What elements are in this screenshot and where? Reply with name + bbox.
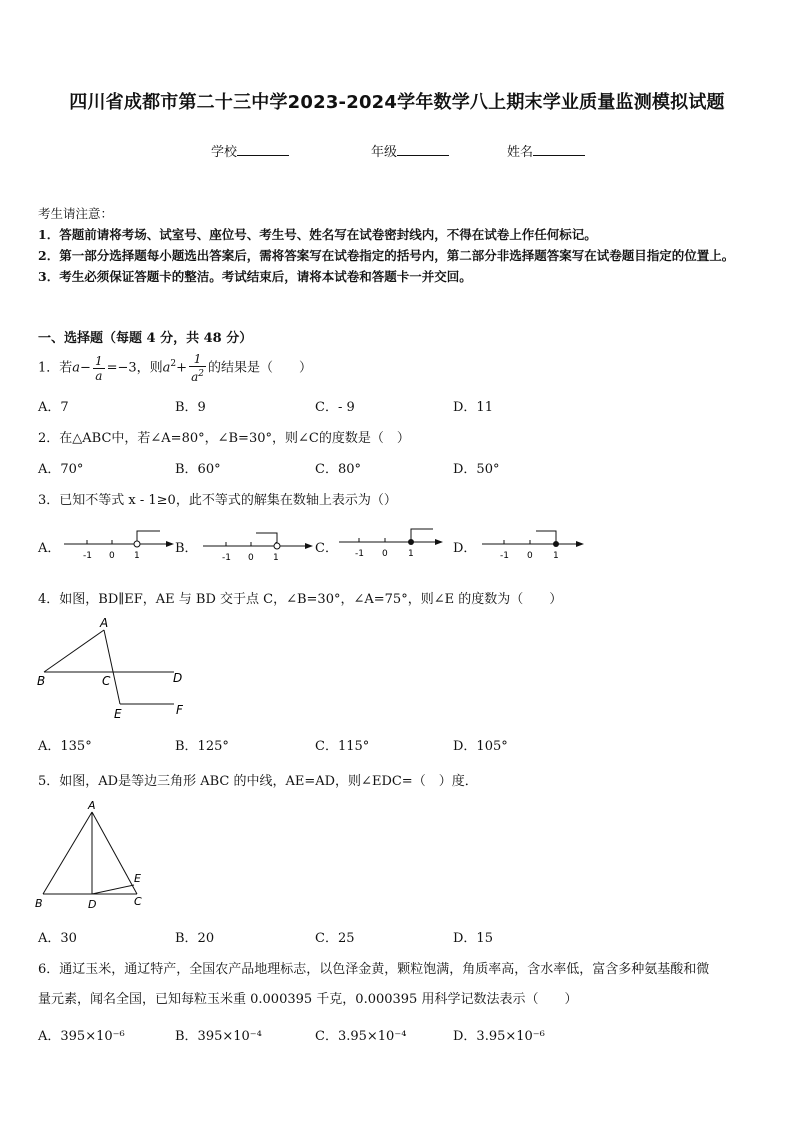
question-5: 5．如图，AD是等边三角形 ABC 的中线，AE=AD，则∠EDC=（ ）度． xyxy=(38,774,478,789)
svg-text:-1: -1 xyxy=(500,551,509,561)
school-label: 学校 xyxy=(211,145,238,160)
fraction: $\frac{1}{a}$ xyxy=(94,353,103,383)
q5-figure xyxy=(32,798,162,914)
option-d[interactable]: D．3.95×10⁻⁶ xyxy=(453,1029,545,1044)
option-b[interactable]: B．125° xyxy=(175,739,229,754)
svg-text:-1: -1 xyxy=(83,551,92,561)
svg-text:0: 0 xyxy=(109,551,115,561)
grade-label: 年级 xyxy=(371,145,398,160)
option-b[interactable]: B． xyxy=(175,541,198,556)
svg-text:1: 1 xyxy=(408,549,414,559)
svg-text:F: F xyxy=(176,703,183,717)
svg-text:0: 0 xyxy=(527,551,533,561)
svg-text:-1: -1 xyxy=(222,553,231,562)
number-line-a xyxy=(62,526,182,562)
svg-text:-1: -1 xyxy=(355,549,364,559)
option-a[interactable]: A．7 xyxy=(38,400,69,415)
page-title: 四川省成都市第二十三中学2023-2024学年数学八上期末学业质量监测模拟试题 xyxy=(69,92,725,113)
school-field[interactable] xyxy=(211,141,289,160)
svg-text:1: 1 xyxy=(553,551,559,561)
option-a[interactable]: A．395×10⁻⁶ xyxy=(38,1029,125,1044)
option-c[interactable]: C．25 xyxy=(315,931,355,946)
option-d[interactable]: D． xyxy=(453,541,477,556)
option-b[interactable]: B．60° xyxy=(175,462,221,477)
svg-text:1: 1 xyxy=(273,553,279,562)
svg-text:D: D xyxy=(88,898,97,911)
svg-text:C: C xyxy=(102,674,111,688)
svg-text:E: E xyxy=(114,707,122,721)
option-d[interactable]: D．50° xyxy=(453,462,500,477)
question-6: 6．通辽玉米，通辽特产，全国农产品地理标志，以色泽金黄，颗粒饱满，角质率高，含水率低，富含多种氨基酸和微 量元素，闻名全国，已知每粒玉米重 0.000395 千克，0.000395 用科学记数法表示（ ） xyxy=(38,962,710,1007)
option-a[interactable]: A．70° xyxy=(38,462,84,477)
school-blank[interactable] xyxy=(237,143,289,156)
notes-heading: 考生请注意： xyxy=(38,206,114,221)
number-line-c xyxy=(337,524,457,560)
option-c[interactable]: C．3.95×10⁻⁴ xyxy=(315,1029,407,1044)
option-d[interactable]: D．105° xyxy=(453,739,508,754)
svg-text:E: E xyxy=(134,872,141,885)
option-c[interactable]: C． xyxy=(315,541,338,556)
note-item: 3．考生必须保证答题卡的整洁。考试结束后，请将本试卷和答题卡一并交回。 xyxy=(38,269,472,284)
fraction: $\frac{1}{a^2}$ xyxy=(191,352,204,384)
option-a[interactable]: A． xyxy=(38,541,61,556)
svg-text:0: 0 xyxy=(248,553,254,562)
option-a[interactable]: A．135° xyxy=(38,739,92,754)
question-1: 1．若a− $\frac{1}{a}$ =−3，则$a^2+$ $\frac{1}{a^2}$ 的结果是（ ） xyxy=(38,352,312,384)
option-b[interactable]: B．395×10⁻⁴ xyxy=(175,1029,262,1044)
number-line-b xyxy=(201,526,321,562)
svg-text:A: A xyxy=(100,616,109,630)
svg-text:C: C xyxy=(134,895,142,908)
grade-blank[interactable] xyxy=(397,143,449,156)
option-a[interactable]: A．30 xyxy=(38,931,77,946)
note-item: 2．第一部分选择题每小题选出答案后，需将答案写在试卷指定的括号内，第二部分非选择题答案写在试卷题目指定的位置上。 xyxy=(38,248,735,263)
option-d[interactable]: D．11 xyxy=(453,400,493,415)
grade-field[interactable] xyxy=(371,141,449,160)
option-c[interactable]: C．- 9 xyxy=(315,400,355,415)
question-2: 2．在△ABC中，若∠A=80°，∠B=30°，则∠C的度数是（ ） xyxy=(38,431,410,446)
option-b[interactable]: B．20 xyxy=(175,931,215,946)
option-c[interactable]: C．115° xyxy=(315,739,370,754)
note-item: 1．答题前请将考场、试室号、座位号、考生号、姓名写在试卷密封线内，不得在试卷上作任何标记。 xyxy=(38,227,597,242)
question-3: 3．已知不等式 x - 1≥0，此不等式的解集在数轴上表示为（） xyxy=(38,493,397,508)
option-b[interactable]: B．9 xyxy=(175,400,206,415)
svg-text:1: 1 xyxy=(134,551,140,561)
option-d[interactable]: D．15 xyxy=(453,931,493,946)
name-label: 姓名 xyxy=(507,145,534,160)
name-field[interactable] xyxy=(507,141,585,160)
svg-text:A: A xyxy=(88,799,96,812)
q4-figure xyxy=(34,612,204,722)
section-heading: 一、选择题（每题 4 分，共 48 分） xyxy=(38,331,253,346)
svg-text:B: B xyxy=(37,674,46,688)
exam-notes xyxy=(38,203,758,287)
number-line-d xyxy=(480,526,592,562)
name-blank[interactable] xyxy=(533,143,585,156)
option-c[interactable]: C．80° xyxy=(315,462,361,477)
svg-text:D: D xyxy=(173,671,183,685)
question-4: 4．如图，BD∥EF，AE 与 BD 交于点 C，∠B=30°，∠A=75°，则∠E 的度数为（ ） xyxy=(38,592,563,607)
svg-text:0: 0 xyxy=(382,549,388,559)
svg-text:B: B xyxy=(35,897,43,910)
